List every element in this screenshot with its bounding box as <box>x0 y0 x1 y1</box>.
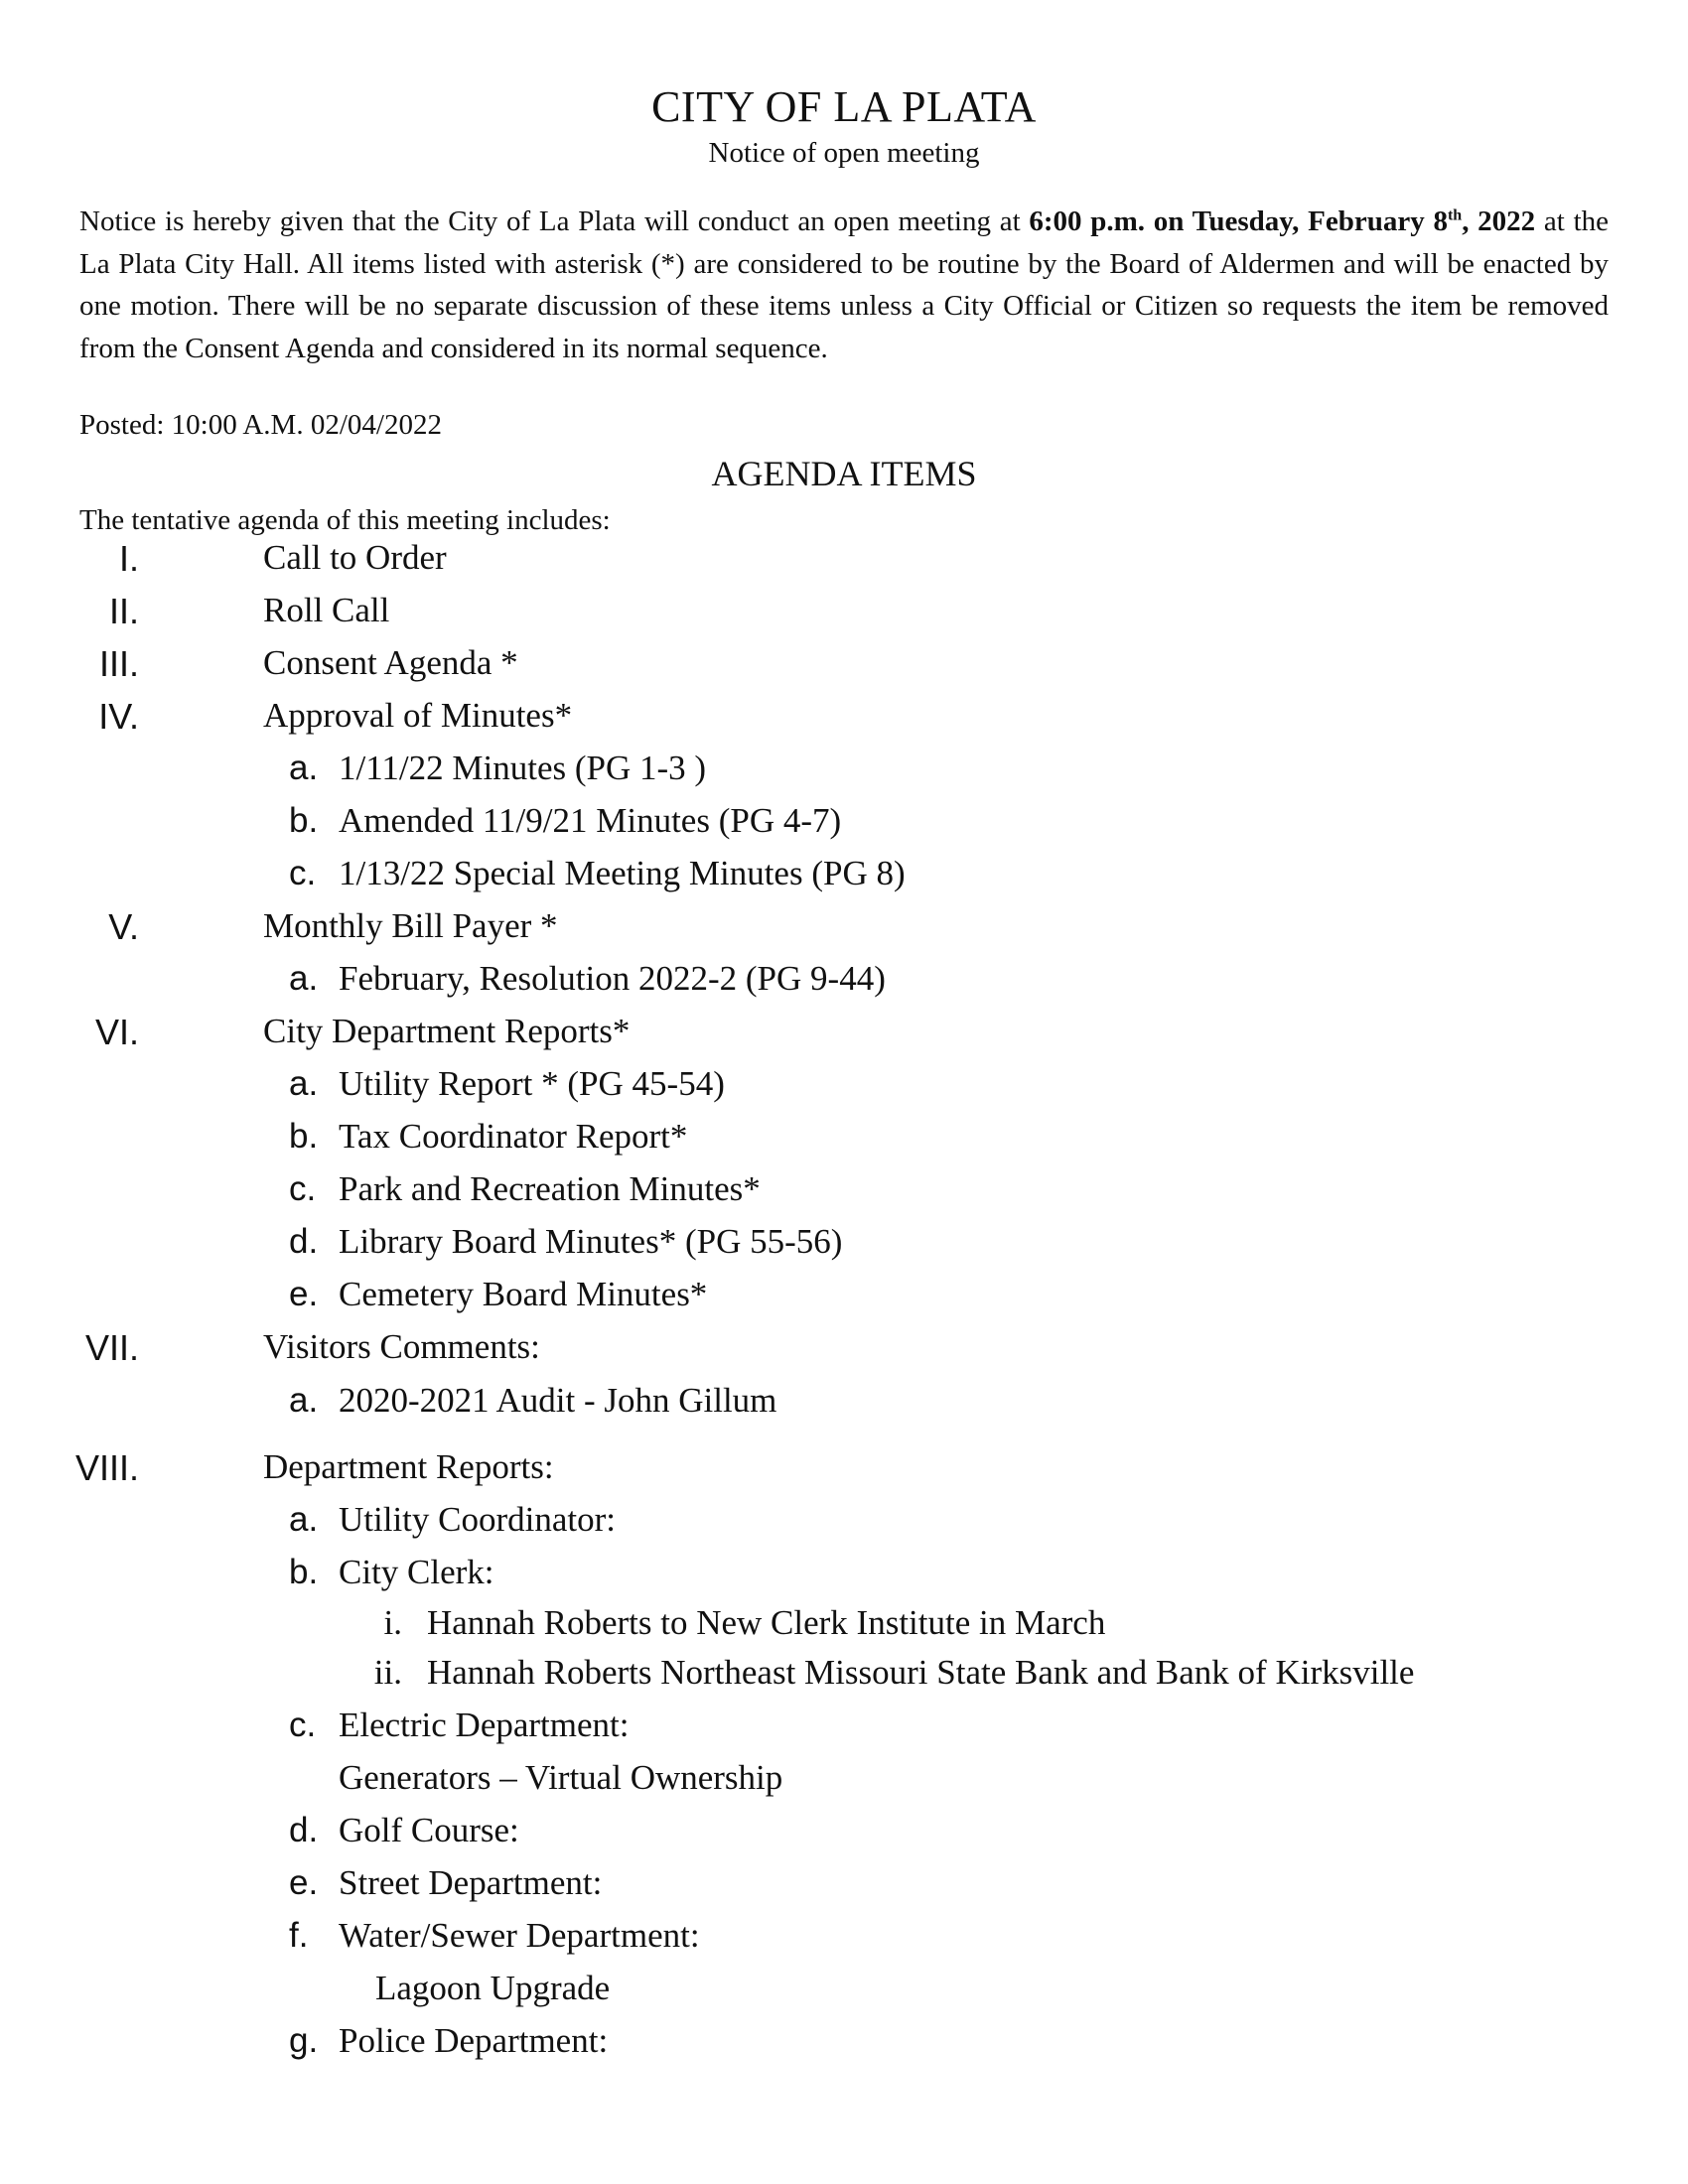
item-text: Consent Agenda * <box>263 643 518 682</box>
item-text: Visitors Comments: <box>263 1327 540 1366</box>
item-marker: V. <box>108 906 139 947</box>
page-title: CITY OF LA PLATA <box>651 82 1037 131</box>
item-text: Library Board Minutes* (PG 55-56) <box>339 1222 843 1261</box>
page-subtitle: Notice of open meeting <box>708 137 980 169</box>
item-text: Tax Coordinator Report* <box>339 1117 688 1156</box>
item-text: Hannah Roberts Northeast Missouri State Bank and Bank of Kirksville <box>427 1653 1415 1692</box>
agenda-intro: The tentative agenda of this meeting includes: <box>79 504 611 536</box>
item-text: 2020-2021 Audit - John Gillum <box>339 1381 777 1420</box>
item-marker: VII. <box>84 1327 139 1368</box>
meeting-time: 6:00 p.m. on Tuesday, February 8th, 2022 <box>1029 205 1536 237</box>
item-text: Utility Coordinator: <box>339 1500 617 1539</box>
item-text: Police Department: <box>339 2021 609 2060</box>
item-marker: a. <box>289 1381 319 1420</box>
item-marker: b. <box>289 1553 319 1591</box>
item-text: City Clerk: <box>339 1553 494 1591</box>
item-marker: b. <box>289 801 319 840</box>
item-text: Electric Department: <box>339 1706 630 1744</box>
item-text: Cemetery Board Minutes* <box>339 1275 708 1313</box>
item-marker: i. <box>383 1603 402 1642</box>
item-text: Water/Sewer Department: <box>339 1916 700 1955</box>
item-text: Utility Report * (PG 45-54) <box>339 1064 725 1103</box>
item-text: City Department Reports* <box>263 1012 631 1050</box>
item-marker: ii. <box>373 1653 402 1692</box>
item-marker: a. <box>289 1500 319 1539</box>
item-text: Approval of Minutes* <box>263 696 573 735</box>
item-marker: VIII. <box>74 1447 139 1488</box>
item-marker: e. <box>289 1863 319 1902</box>
item-marker: a. <box>289 749 319 787</box>
notice-text-start: Notice is hereby given that the City of La Plata will conduct an open meeting at <box>79 205 1030 237</box>
item-marker: II. <box>108 591 139 631</box>
item-text: Street Department: <box>339 1863 603 1902</box>
item-text: Roll Call <box>263 591 390 629</box>
item-text: Park and Recreation Minutes* <box>339 1169 761 1208</box>
item-marker: c. <box>289 1706 317 1744</box>
item-marker: g. <box>289 2021 319 2060</box>
item-marker: a. <box>289 959 319 998</box>
item-text: Generators – Virtual Ownership <box>339 1758 783 1797</box>
item-marker: a. <box>289 1064 319 1103</box>
posted-timestamp: Posted: 10:00 A.M. 02/04/2022 <box>79 409 442 441</box>
item-marker: IV. <box>98 696 139 737</box>
item-marker: VI. <box>94 1012 139 1052</box>
item-marker: d. <box>289 1811 319 1849</box>
item-text: 1/11/22 Minutes (PG 1-3 ) <box>339 749 707 787</box>
item-marker: b. <box>289 1117 319 1156</box>
item-text: 1/13/22 Special Meeting Minutes (PG 8) <box>339 854 906 892</box>
item-text: Lagoon Upgrade <box>375 1969 611 2007</box>
item-text: February, Resolution 2022-2 (PG 9-44) <box>339 959 886 998</box>
item-text: Call to Order <box>263 538 447 577</box>
item-marker: f. <box>289 1916 309 1955</box>
item-text: Amended 11/9/21 Minutes (PG 4-7) <box>339 801 842 840</box>
item-marker: I. <box>118 538 139 579</box>
item-marker: c. <box>289 1169 317 1208</box>
item-marker: d. <box>289 1222 319 1261</box>
item-text: Department Reports: <box>263 1447 554 1486</box>
item-marker: III. <box>98 643 139 684</box>
item-marker: e. <box>289 1275 319 1313</box>
notice-text-rest: at the La Plata City Hall. All items listed with asterisk (*) are considered to be routine by the Board of Aldermen and will be enacted by one motion. There will be no separate discussion of these items unless a City Official or Citizen so requests the item be removed from the Consent Agenda and considered in its normal sequence. <box>79 205 1610 364</box>
item-text: Monthly Bill Payer * <box>263 906 558 945</box>
agenda-heading: AGENDA ITEMS <box>711 454 977 493</box>
notice-paragraph <box>79 201 1609 369</box>
item-marker: c. <box>289 854 317 892</box>
item-text: Golf Course: <box>339 1811 519 1849</box>
item-text: Hannah Roberts to New Clerk Institute in March <box>427 1603 1106 1642</box>
